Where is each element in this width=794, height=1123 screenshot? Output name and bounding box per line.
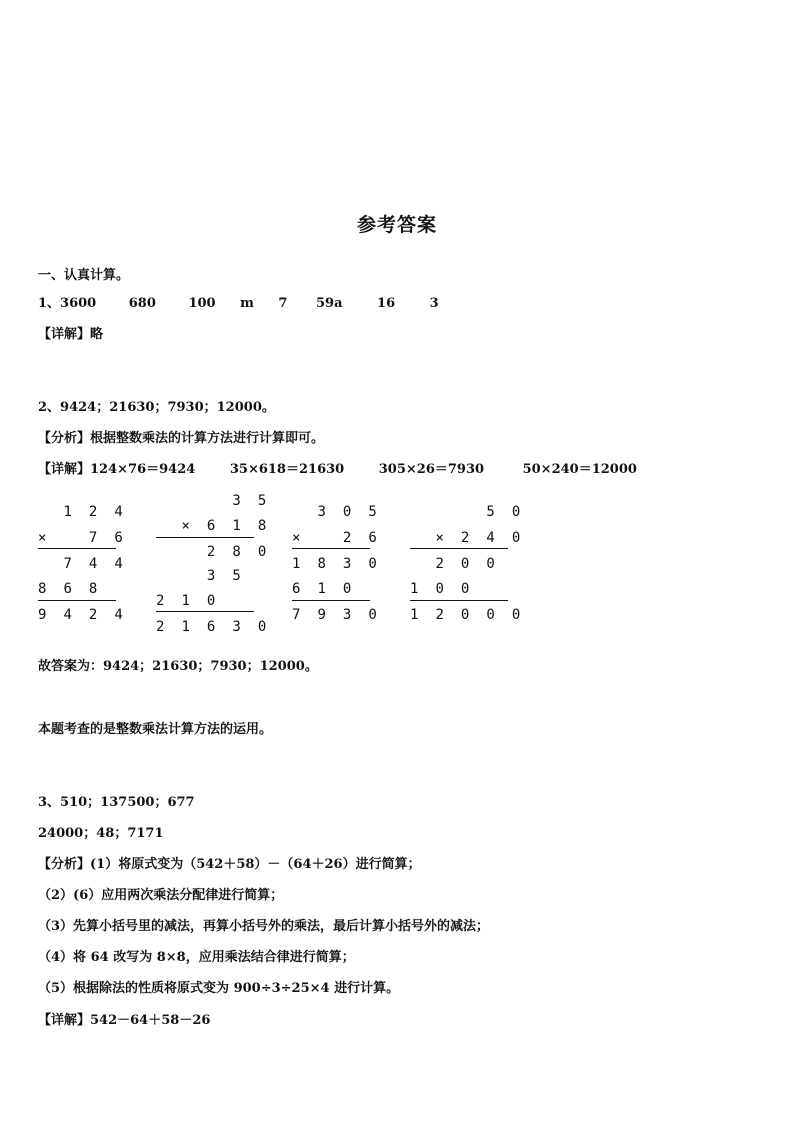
q2-answer: 2、9424；21630；7930；12000。 — [38, 400, 275, 415]
calc-row: 2 0 0 — [410, 556, 525, 572]
q3-analysis: 【分析】(1）将原式变为（542＋58）－（64＋26）进行简算； — [38, 857, 421, 872]
calc-rule — [292, 548, 370, 549]
q1-answer: 3600 — [60, 296, 97, 311]
q2-detail-line — [38, 458, 637, 477]
calc-row: 7 4 4 — [38, 556, 128, 572]
q1-answer: 680 — [128, 296, 156, 311]
q3-answer-line-2: 24000；48；7171 — [38, 826, 164, 841]
calc-rule — [38, 600, 116, 601]
calc-row: 9 4 2 4 — [38, 607, 128, 623]
equation: 50×240＝12000 — [522, 462, 637, 477]
calc-rule — [410, 548, 508, 549]
calc-row: 1 0 0 — [410, 581, 525, 597]
equation: 124×76＝9424 — [90, 462, 196, 477]
q1-answer: 100 — [188, 296, 216, 311]
calc-rule — [410, 600, 508, 601]
q3-detail: 【详解】542－64＋58－26 — [38, 1013, 211, 1028]
detail-label: 【详解】 — [38, 462, 91, 477]
calc-row: 5 0 — [410, 504, 525, 520]
calc-row: 3 0 5 — [292, 504, 382, 520]
calc-rule — [156, 611, 254, 612]
equation: 35×618＝21630 — [229, 462, 345, 477]
calc-row: 2 8 0 — [156, 544, 271, 560]
calc-row: × 2 6 — [292, 530, 382, 546]
page-title: 参考答案 — [356, 214, 437, 236]
q1-answer: 59a — [315, 296, 343, 311]
calc-row: × 2 4 0 — [410, 530, 525, 546]
calc-row: 3 5 — [156, 493, 271, 509]
calc-row: 2 1 0 — [156, 593, 271, 609]
calc-rule — [38, 548, 116, 549]
q1-detail: 【详解】略 — [38, 327, 104, 342]
calc-row: 1 8 3 0 — [292, 556, 382, 572]
calc-row: 8 6 8 — [38, 581, 128, 597]
q1-label: 1、 — [38, 296, 61, 311]
q1-answer: m — [240, 296, 254, 311]
equation: 305×26＝7930 — [378, 462, 485, 477]
calc-rule — [156, 537, 254, 538]
calc-row: 2 1 6 3 0 — [156, 619, 271, 635]
section-heading: 一、认真计算。 — [38, 268, 130, 283]
q2-analysis: 【分析】根据整数乘法的计算方法进行计算即可。 — [38, 431, 325, 446]
calc-row: 1 2 0 0 0 — [410, 607, 525, 623]
q3-step-2: （2）(6）应用两次乘法分配律进行简算； — [38, 888, 284, 903]
q3-step-5: （5）根据除法的性质将原式变为 900÷3÷25×4 进行计算。 — [38, 981, 400, 996]
calc-row: × 6 1 8 — [156, 518, 271, 534]
q2-conclusion: 故答案为：9424；21630；7930；12000。 — [38, 659, 318, 674]
q3-step-4: （4）将 64 改写为 8×8，应用乘法结合律进行简算； — [38, 950, 355, 965]
q2-note: 本题考查的是整数乘法计算方法的运用。 — [38, 722, 273, 737]
q1-answer: 7 — [278, 296, 288, 311]
q1-answer-line — [38, 292, 439, 311]
q3-step-3: （3）先算小括号里的减法，再算小括号外的乘法，最后计算小括号外的减法； — [38, 919, 490, 934]
calc-row: × 7 6 — [38, 530, 128, 546]
q1-answer: 16 — [377, 296, 396, 311]
calc-row: 6 1 0 — [292, 581, 382, 597]
q1-answer: 3 — [429, 296, 439, 311]
calc-row: 3 5 — [156, 568, 271, 584]
calc-row: 1 2 4 — [38, 504, 128, 520]
calc-row: 7 9 3 0 — [292, 607, 382, 623]
calc-rule — [292, 600, 370, 601]
q3-answer-line-1: 3、510；137500；677 — [38, 795, 195, 810]
